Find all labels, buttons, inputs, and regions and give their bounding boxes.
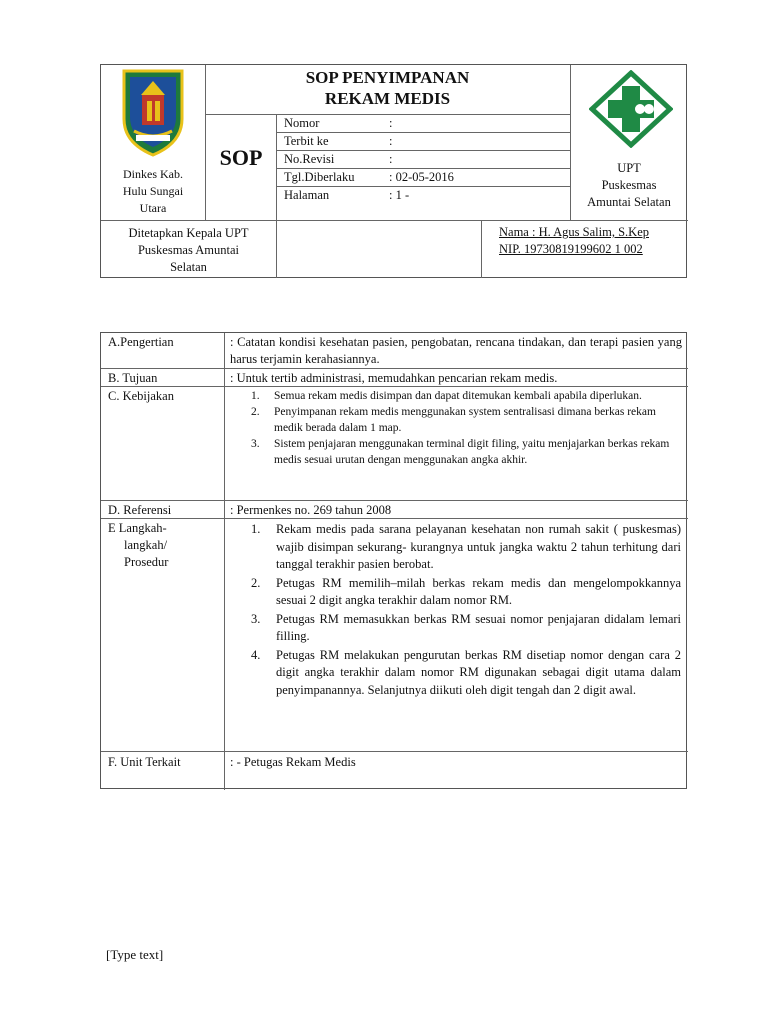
kebijakan-list (251, 388, 681, 468)
ditetapkan-label: Ditetapkan Kepala UPT Puskesmas Amuntai Selatan (128, 226, 249, 274)
label-referensi: D. Referensi (108, 503, 172, 517)
text-tujuan: : Untuk tertib administrasi, memudahkan pencarian rekam medis. (230, 371, 558, 385)
meta-row-halaman: Halaman : 1 - (284, 188, 410, 202)
page-title: SOP PENYIMPANAN REKAM MEDIS (305, 68, 470, 108)
meta-row-tgl-diberlaku: Tgl.Diberlaku : 02-05-2016 (284, 170, 454, 184)
district-org-name: Dinkes Kab. Hulu Sungai Utara (122, 167, 184, 215)
puskesmas-name: UPT Puskesmas Amuntai Selatan (587, 161, 671, 209)
label-kebijakan: C. Kebijakan (108, 389, 174, 403)
signer-nip: NIP. 19730819199602 1 002 (499, 242, 643, 256)
district-emblem-icon (120, 67, 186, 157)
list-item: 2. Penyimpanan rekam medis menggunakan system sentralisasi dimana berkas rekam medik berada dalam 1 map. (251, 406, 656, 434)
prosedur-list (251, 521, 681, 699)
sop-header-table (100, 64, 687, 278)
text-referensi: : Permenkes no. 269 tahun 2008 (230, 503, 392, 517)
list-item: 1. Rekam medis pada sarana pelayanan kesehatan non rumah sakit ( puskesmas) wajib disimpan sekurang- kurangnya untuk jangka waktu 2 tahun terhitung dari tanggal terakhir pasien berobat. (251, 522, 681, 571)
list-item: 4. Petugas RM melakukan pengurutan berkas RM disetiap nomor dengan cara 2 digit angka terakhir dalam nomor RM digunakan sebagai digit utama dalam penyimpanannya. Selanjutnya diikuti oleh digit tengah dan 2 digit awal. (251, 647, 681, 697)
meta-row-nomor: Nomor : (284, 116, 393, 130)
text-unit-terkait: : - Petugas Rekam Medis (230, 755, 356, 769)
label-pengertian: A.Pengertian (108, 335, 174, 349)
list-item: 3. Sistem penjajaran menggunakan terminal digit filing, yaitu menjajarkan berkas rekam medis sesuai urutan dengan menggunakan angka akhir. (251, 438, 670, 466)
text-pengertian: : Catatan kondisi kesehatan pasien, pengobatan, rencana tindakan, dan terapi pasien yang harus terjamin kerahasiannya. (230, 335, 682, 366)
signer-block (499, 224, 649, 258)
meta-row-terbit: Terbit ke : (284, 134, 393, 148)
puskesmas-logo-icon (589, 70, 673, 148)
district-emblem-cell (101, 65, 205, 220)
sop-label: SOP (219, 145, 263, 170)
list-item: 3. Petugas RM memasukkan berkas RM sesuai nomor penjajaran didalam lemari filling. (251, 611, 681, 643)
list-item: 2. Petugas RM memilih–milah berkas rekam medis dan mengelompokkannya sesuai 2 digit angka terakhir dalam nomor RM. (251, 575, 681, 607)
label-tujuan: B. Tujuan (108, 371, 158, 385)
meta-row-revisi: No.Revisi : (284, 152, 393, 166)
label-unit-terkait: F. Unit Terkait (108, 755, 181, 769)
label-prosedur: E Langkah- langkah/ Prosedur (108, 521, 169, 569)
sop-content-table (100, 332, 687, 789)
signer-name: Nama : H. Agus Salim, S.Kep (499, 225, 649, 239)
footer-placeholder-text: [Type text] (106, 947, 164, 962)
list-item: 1. Semua rekam medis disimpan dan dapat ditemukan kembali apabila diperlukan. (251, 390, 642, 402)
